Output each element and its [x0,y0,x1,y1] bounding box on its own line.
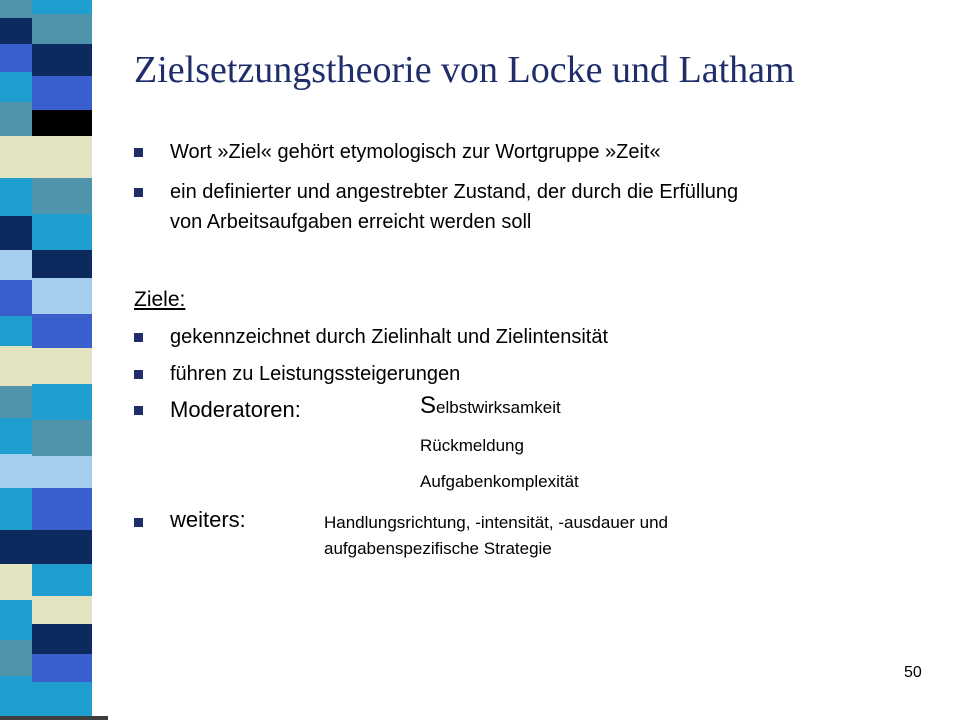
intro-bullet-text: ein definierter und angestrebter Zustand, der durch die Erfüllung [170,181,739,203]
moderator-self-efficacy [420,394,561,420]
moderator-self-efficacy-rest: elbstwirksamkeit [436,398,561,417]
intro-bullet-text: Wort »Ziel« gehört etymologisch zur Wortgruppe »Zeit« [170,141,661,163]
moderator-self-efficacy-initial: S [420,392,437,419]
goal-bullet-text: führen zu Leistungssteigerungen [170,363,461,385]
weiters-label: weiters: [170,507,246,532]
moderators-label: Moderatoren: [170,397,301,422]
stripe-left-column [0,0,32,720]
stripe-bottom-line [0,716,108,720]
goals-section-label: Ziele: [134,288,186,311]
intro-bullet-text-continued: von Arbeitsaufgaben erreicht werden soll [170,211,532,233]
decorative-stripe-bar [0,0,108,720]
page-number: 50 [904,664,922,681]
moderator-task-complexity: Aufgabenkomplexität [420,472,579,491]
goal-bullet-text: gekennzeichnet durch Zielinhalt und Zielintensität [170,326,609,348]
weiters-text-line-1: Handlungsrichtung, -intensität, -ausdauer und [324,513,668,532]
square-bullet-icon [134,518,143,527]
stripe-right-column [32,0,92,720]
square-bullet-icon [134,370,143,379]
square-bullet-icon [134,333,143,342]
weiters-text-line-2: aufgabenspezifische Strategie [324,539,552,558]
slide-title: Zielsetzungstheorie von Locke und Latham [134,49,795,91]
square-bullet-icon [134,188,143,197]
square-bullet-icon [134,148,143,157]
square-bullet-icon [134,406,143,415]
moderator-feedback: Rückmeldung [420,436,524,455]
